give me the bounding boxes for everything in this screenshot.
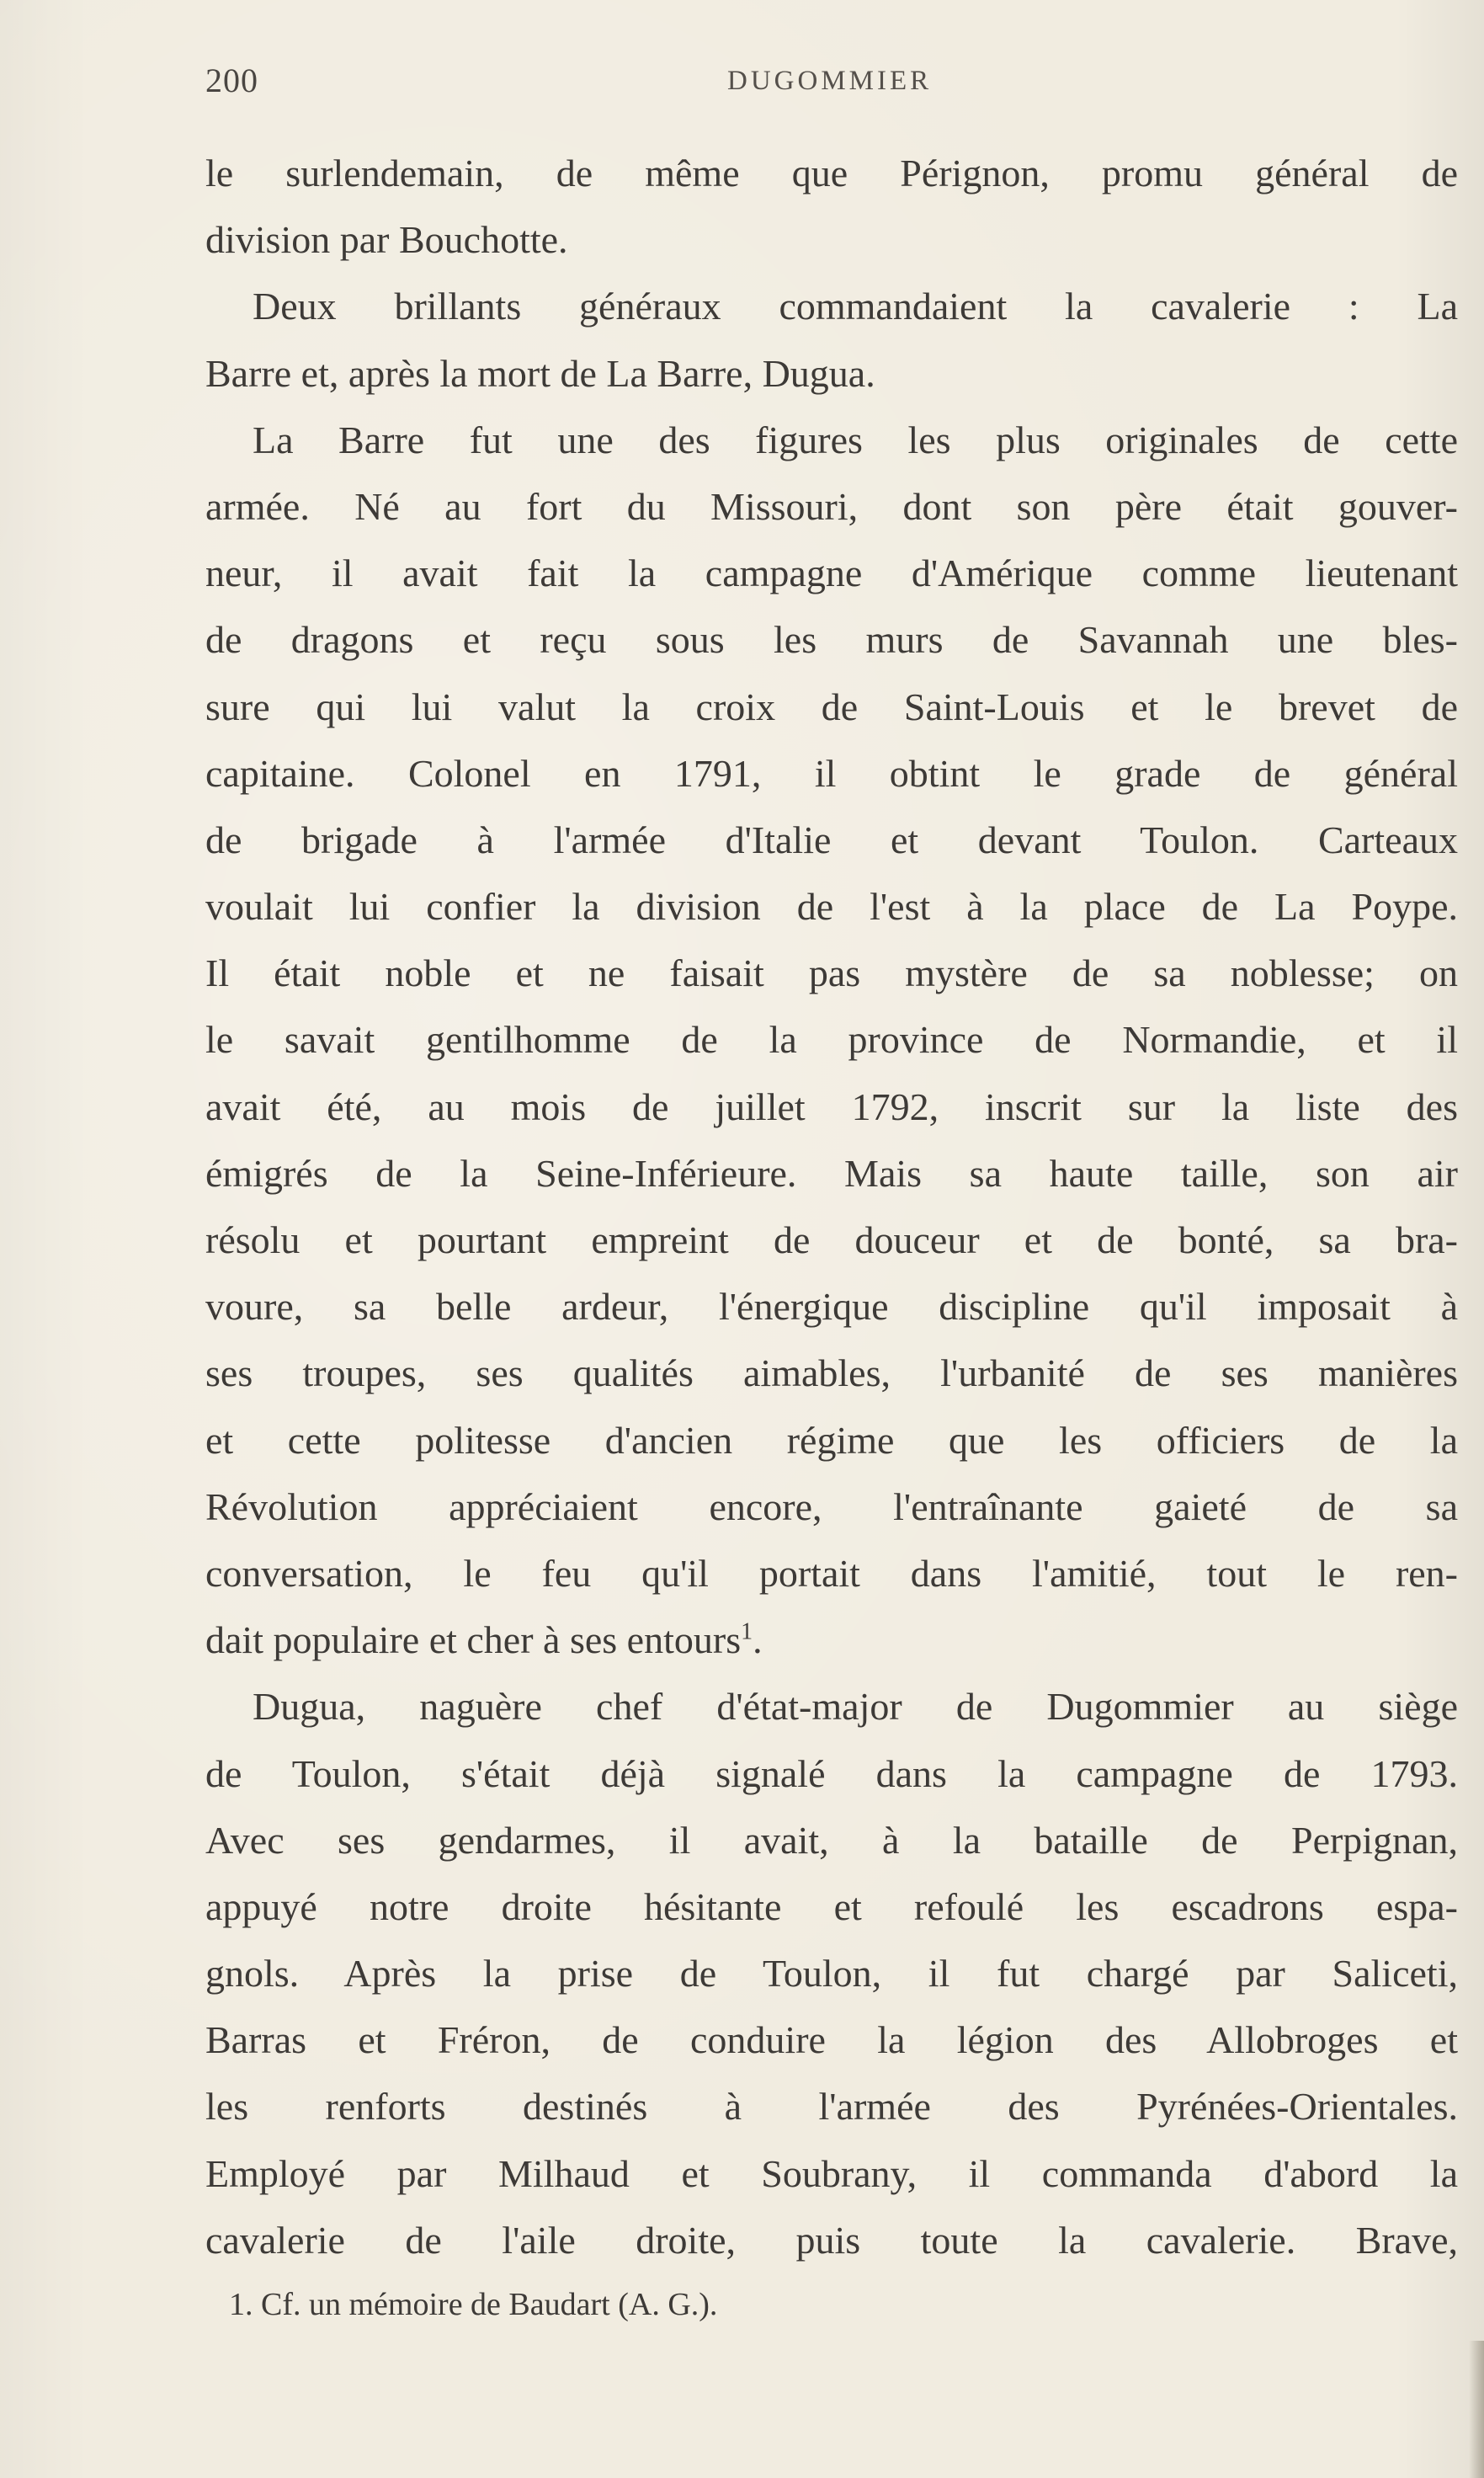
- text-line-content: le savait gentilhomme de la province de Normandie, et il: [205, 1018, 1458, 1062]
- text-line: [205, 2073, 1458, 2140]
- text-line: [205, 1207, 1458, 1273]
- text-line: [205, 606, 1458, 673]
- text-line-content: voulait lui confier la division de l'est à la place de La Poype.: [205, 885, 1458, 929]
- text-line-content: neur, il avait fait la campagne d'Amérique comme lieutenant: [205, 552, 1458, 595]
- text-line-content: le surlendemain, de même que Pérignon, promu général de: [205, 152, 1458, 195]
- text-line-content: gnols. Après la prise de Toulon, il fut chargé par Saliceti,: [205, 1952, 1458, 1996]
- text-line: [205, 807, 1458, 873]
- text-line: [205, 674, 1458, 740]
- text-line-content: résolu et pourtant empreint de douceur et de bonté, sa bra-: [205, 1218, 1458, 1261]
- text-line: [205, 740, 1458, 807]
- text-line-content: de brigade à l'armée d'Italie et devant Toulon. Carteaux: [205, 818, 1458, 861]
- page-edge-shadow: [1469, 2341, 1484, 2478]
- text-line-content: armée. Né au fort du Missouri, dont son père était gouver-: [205, 484, 1458, 528]
- body-text: [205, 140, 1458, 2273]
- text-line-content: sure qui lui valut la croix de Saint-Louis et le brevet de: [205, 685, 1458, 728]
- text-line: [205, 1807, 1458, 1873]
- footnote-reference: 1: [741, 1618, 753, 1645]
- text-line-content: et cette politesse d'ancien régime que les officiers de la: [205, 1418, 1458, 1462]
- text-line: [205, 1407, 1458, 1473]
- text-line: [205, 1873, 1458, 1940]
- text-line-content: Barras et Fréron, de conduire la légion des Allobroges et: [205, 2018, 1458, 2062]
- page-number: 200: [205, 61, 258, 99]
- text-line-content: avait été, au mois de juillet 1792, inscrit sur la liste des: [205, 1084, 1458, 1128]
- text-line-content: Employé par Milhaud et Soubrany, il commanda d'abord la: [205, 2151, 1458, 2195]
- text-line-content: Dugua, naguère chef d'état-major de Dugommier au siège: [253, 1685, 1458, 1729]
- text-line: [205, 540, 1458, 606]
- text-line-content: La Barre fut une des figures les plus originales de cette: [253, 418, 1458, 461]
- text-line: [205, 1340, 1458, 1406]
- text-line-content: Barre et, après la mort de La Barre, Dugua.: [205, 351, 875, 395]
- text-line: [205, 140, 1458, 206]
- text-line-content: Deux brillants généraux commandaient la cavalerie : La: [253, 285, 1458, 328]
- text-line: [205, 1540, 1458, 1607]
- page-header: [205, 61, 1468, 111]
- text-line-content: voure, sa belle ardeur, l'énergique discipline qu'il imposait à: [205, 1285, 1458, 1329]
- text-line: [205, 340, 1458, 407]
- text-line: [205, 407, 1458, 473]
- text-line: [205, 1673, 1458, 1740]
- text-line: [205, 1940, 1458, 2006]
- text-line: [205, 1074, 1458, 1140]
- text-line: [205, 2207, 1458, 2273]
- text-line-suffix: .: [753, 1618, 763, 1662]
- text-line-content: de dragons et reçu sous les murs de Savannah une bles-: [205, 618, 1458, 662]
- text-line: [205, 1607, 1458, 1673]
- text-line: [205, 473, 1458, 540]
- text-line: [205, 1140, 1458, 1207]
- footnote: 1. Cf. un mémoire de Baudart (A. G.).: [229, 2287, 718, 2322]
- text-line: [205, 2140, 1458, 2207]
- text-line-content: cavalerie de l'aile droite, puis toute la cavalerie. Brave,: [205, 2218, 1458, 2262]
- text-line-content: de Toulon, s'était déjà signalé dans la campagne de 1793.: [205, 1751, 1458, 1795]
- text-line: [205, 273, 1458, 339]
- text-line-content: conversation, le feu qu'il portait dans l'amitié, tout le ren-: [205, 1551, 1458, 1595]
- text-line: [205, 1740, 1458, 1807]
- text-line-content: dait populaire et cher à ses entours: [205, 1618, 742, 1662]
- text-line-content: émigrés de la Seine-Inférieure. Mais sa haute taille, son air: [205, 1151, 1458, 1195]
- text-line: [205, 1473, 1458, 1540]
- text-line: [205, 2006, 1458, 2073]
- text-line: [205, 873, 1458, 940]
- text-line-content: ses troupes, ses qualités aimables, l'urbanité de ses manières: [205, 1351, 1458, 1395]
- text-line-content: Avec ses gendarmes, il avait, à la bataille de Perpignan,: [205, 1818, 1458, 1862]
- text-line: [205, 1006, 1458, 1073]
- text-line-content: les renforts destinés à l'armée des Pyrénées-Orientales.: [205, 2085, 1458, 2129]
- text-line-content: Il était noble et ne faisait pas mystère de sa noblesse; on: [205, 951, 1458, 995]
- text-line-content: appuyé notre droite hésitante et refoulé les escadrons espa-: [205, 1884, 1458, 1928]
- text-line: [205, 1273, 1458, 1340]
- text-line-content: Révolution appréciaient encore, l'entraînante gaieté de sa: [205, 1484, 1458, 1528]
- running-title: DUGOMMIER: [727, 66, 933, 96]
- text-line: [205, 940, 1458, 1006]
- text-line-content: capitaine. Colonel en 1791, il obtint le grade de général: [205, 751, 1458, 795]
- text-line-content: division par Bouchotte.: [205, 218, 568, 262]
- text-line: [205, 206, 1458, 273]
